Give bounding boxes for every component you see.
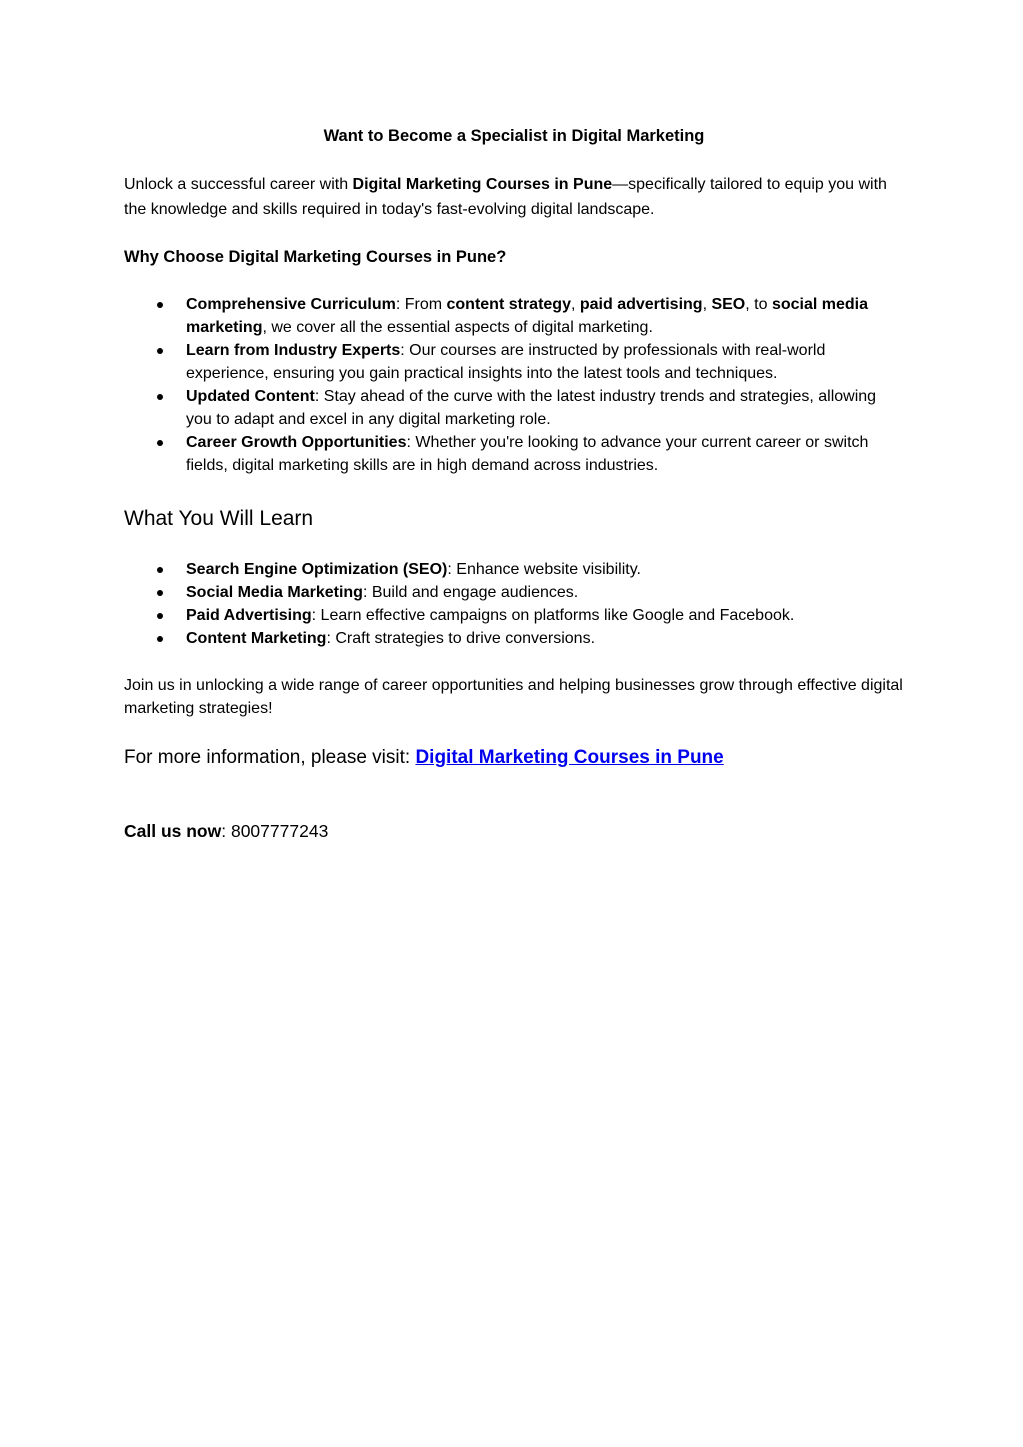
list-item-text: : Enhance website visibility. [447,561,641,578]
list-item-text: : Learn effective campaigns on platforms like Google and Facebook. [311,607,795,624]
list-item [124,339,904,385]
intro-bold-course-name: Digital Marketing Courses in Pune [352,176,613,193]
list-item-label: Paid Advertising [186,607,312,624]
list-item-label: Career Growth Opportunities [186,434,407,451]
list-item-emphasis: content strategy [446,296,571,313]
list-item [124,558,904,581]
list-item-text: : Whether you're looking to advance your current career or switch fields, digital marketing skills are in high demand across industries. [186,434,869,474]
more-info-line [124,744,904,772]
list-item-text: : Our courses are instructed by professionals with real-world experience, ensuring you gain practical insights into the latest tools and techniques. [186,342,826,382]
list-item-text: : Build and engage audiences. [362,584,579,601]
list-item-label: Social Media Marketing [186,584,363,601]
list-item-label: Search Engine Optimization (SEO) [186,561,448,578]
list-item-text: : Stay ahead of the curve with the latest industry trends and strategies, allowing you to adapt and excel in any digital marketing role. [186,388,877,428]
list-item [124,581,904,604]
list-item-label: Learn from Industry Experts [186,342,401,359]
more-info-prefix: For more information, please visit: [124,747,416,768]
intro-text-after: —specifically tailored to equip you with the knowledge and skills required in today's fast-evolving digital landscape. [124,176,887,218]
bullet-icon [157,567,163,573]
list-item [124,627,904,650]
why-choose-heading: Why Choose Digital Marketing Courses in Pune? [124,248,507,266]
list-item-text: , to [745,296,772,313]
bullet-icon [157,348,163,354]
page-title: Want to Become a Specialist in Digital Marketing [323,127,705,145]
what-you-will-learn-list [124,558,904,650]
list-item-text: , we cover all the essential aspects of digital marketing. [262,319,653,336]
list-item-label: Comprehensive Curriculum [186,296,396,313]
list-item [124,385,904,431]
list-item-text: : From [395,296,447,313]
list-item-text: , [570,296,580,313]
list-item-emphasis: social media marketing [186,296,868,336]
list-item-text: , [702,296,712,313]
list-item [124,431,904,477]
bullet-icon [157,440,163,446]
phone-number: 8007777243 [230,821,329,841]
list-item [124,293,904,339]
call-us-line [124,818,904,844]
bullet-icon [157,394,163,400]
list-item [124,604,904,627]
call-us-label: Call us now [124,821,222,841]
course-page-link[interactable]: Digital Marketing Courses in Pune [415,747,724,768]
call-us-separator: : [221,821,231,841]
list-item-label: Updated Content [186,388,315,405]
join-paragraph: Join us in unlocking a wide range of career opportunities and helping businesses grow through effective digital marketing strategies! [124,677,903,717]
list-item-emphasis: SEO [711,296,746,313]
bullet-icon [157,302,163,308]
list-item-emphasis: paid advertising [579,296,703,313]
what-you-will-learn-heading: What You Will Learn [124,507,314,530]
intro-text-before: Unlock a successful career with [124,176,353,193]
document-content [124,124,904,844]
list-item-label: Content Marketing [186,630,327,647]
bullet-icon [157,613,163,619]
intro-paragraph [124,172,904,222]
why-choose-list [124,293,904,477]
bullet-icon [157,590,163,596]
list-item-text: : Craft strategies to drive conversions. [326,630,596,647]
bullet-icon [157,636,163,642]
